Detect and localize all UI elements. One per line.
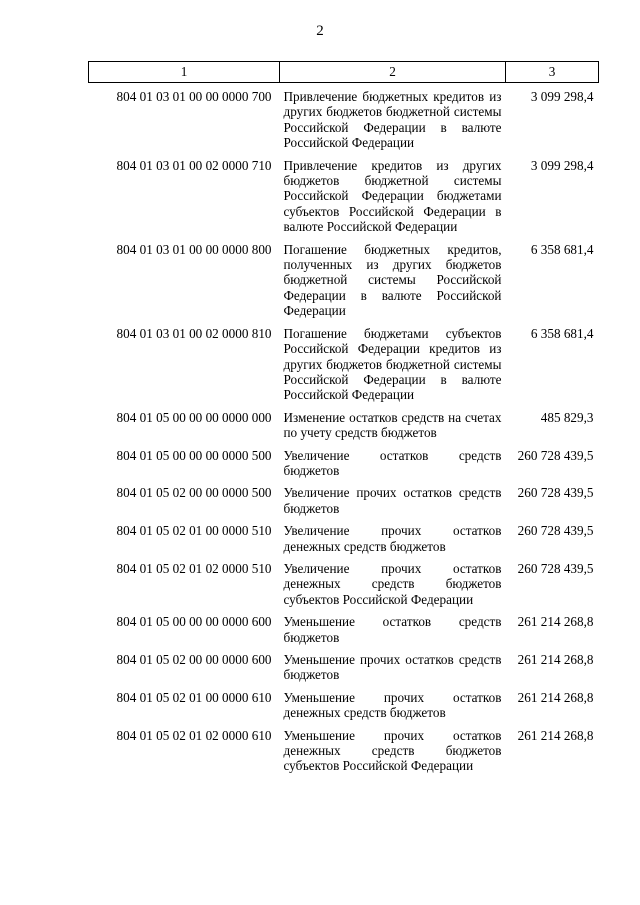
table-row <box>89 728 599 781</box>
row-name-cell: Уменьшение прочих остатков денежных средств бюджетов <box>283 689 502 721</box>
row-name-cell: Уменьшение прочих остатков денежных средств бюджетов субъектов Российской Федерации <box>283 727 502 774</box>
row-amount-cell: 6 358 681,4 <box>530 325 594 341</box>
row-name-cell: Привлечение кредитов из других бюджетов бюджетной системы Российской Федерации бюджетами субъектов Российской Федерации в валюте Российской Федерации <box>283 157 502 235</box>
row-amount-cell: 261 214 268,8 <box>517 652 594 667</box>
table-header <box>89 62 599 83</box>
table-row <box>89 523 599 561</box>
table-row <box>89 485 599 523</box>
column-header-amount: 3 <box>506 62 599 83</box>
row-code-cell: 804 01 05 02 01 00 0000 510 <box>116 523 272 539</box>
row-code-cell: 804 01 03 01 00 00 0000 700 <box>116 89 272 104</box>
budget-table <box>88 61 599 781</box>
row-code-cell: 804 01 03 01 00 02 0000 710 <box>116 157 272 173</box>
table-row <box>89 448 599 486</box>
row-amount-cell: 6 358 681,4 <box>530 241 594 257</box>
row-name-cell: Увеличение прочих остатков денежных средств бюджетов <box>283 523 502 554</box>
row-code-cell: 804 01 05 00 00 00 0000 500 <box>116 447 272 463</box>
table-row <box>89 690 599 728</box>
row-amount-cell: 260 728 439,5 <box>517 523 594 539</box>
row-code-cell: 804 01 05 02 00 00 0000 600 <box>116 652 272 667</box>
row-amount-cell: 261 214 268,8 <box>517 614 594 630</box>
table-row <box>89 614 599 652</box>
table-row <box>89 410 599 448</box>
row-amount-cell: 261 214 268,8 <box>517 689 594 705</box>
table-row <box>89 652 599 690</box>
row-code-cell: 804 01 05 02 01 02 0000 610 <box>116 727 272 743</box>
table-row <box>89 83 599 158</box>
row-code-cell: 804 01 05 02 01 02 0000 510 <box>116 560 272 576</box>
row-code-cell: 804 01 05 02 01 00 0000 610 <box>116 689 272 705</box>
row-amount-cell: 260 728 439,5 <box>517 560 594 576</box>
column-header-name: 2 <box>280 62 506 83</box>
row-name-cell: Привлечение бюджетных кредитов из других бюджетов бюджетной системы Российской Федерации в валюте Российской Федерации <box>283 89 502 151</box>
row-code-cell: 804 01 03 01 00 02 0000 810 <box>116 325 272 341</box>
row-code-cell: 804 01 05 02 00 00 0000 500 <box>116 485 272 501</box>
row-code-cell: 804 01 03 01 00 00 0000 800 <box>116 241 272 257</box>
row-name-cell: Увеличение прочих остатков денежных средств бюджетов субъектов Российской Федерации <box>283 560 502 607</box>
row-code-cell: 804 01 05 00 00 00 0000 600 <box>116 614 272 630</box>
row-amount-cell: 260 728 439,5 <box>517 485 594 501</box>
row-name-cell: Изменение остатков средств на счетах по учету средств бюджетов <box>283 409 502 441</box>
header-row <box>89 62 599 83</box>
row-amount-cell: 3 099 298,4 <box>530 157 594 173</box>
table-row <box>89 158 599 242</box>
table-row <box>89 242 599 326</box>
row-code-cell: 804 01 05 00 00 00 0000 000 <box>116 409 272 425</box>
table-body <box>89 83 599 781</box>
row-amount-cell: 261 214 268,8 <box>517 727 594 743</box>
column-header-code: 1 <box>89 62 280 83</box>
row-name-cell: Уменьшение прочих остатков средств бюджетов <box>283 652 502 683</box>
row-name-cell: Увеличение прочих остатков средств бюджетов <box>283 485 502 516</box>
page-number: 2 <box>316 23 324 39</box>
table-row <box>89 326 599 410</box>
row-name-cell: Увеличение остатков средств бюджетов <box>283 447 502 478</box>
row-name-cell: Погашение бюджетами субъектов Российской Федерации кредитов из других бюджетов бюджетной системы Российской Федерации в валюте Российской Федерации <box>283 325 502 403</box>
table-row <box>89 561 599 614</box>
row-name-cell: Погашение бюджетных кредитов, полученных из других бюджетов бюджетной системы Российской Федерации в валюте Российской Федерации <box>283 241 502 319</box>
row-amount-cell: 3 099 298,4 <box>530 89 594 104</box>
row-amount-cell: 260 728 439,5 <box>517 447 594 463</box>
row-amount-cell: 485 829,3 <box>540 409 594 425</box>
row-name-cell: Уменьшение остатков средств бюджетов <box>283 614 502 645</box>
